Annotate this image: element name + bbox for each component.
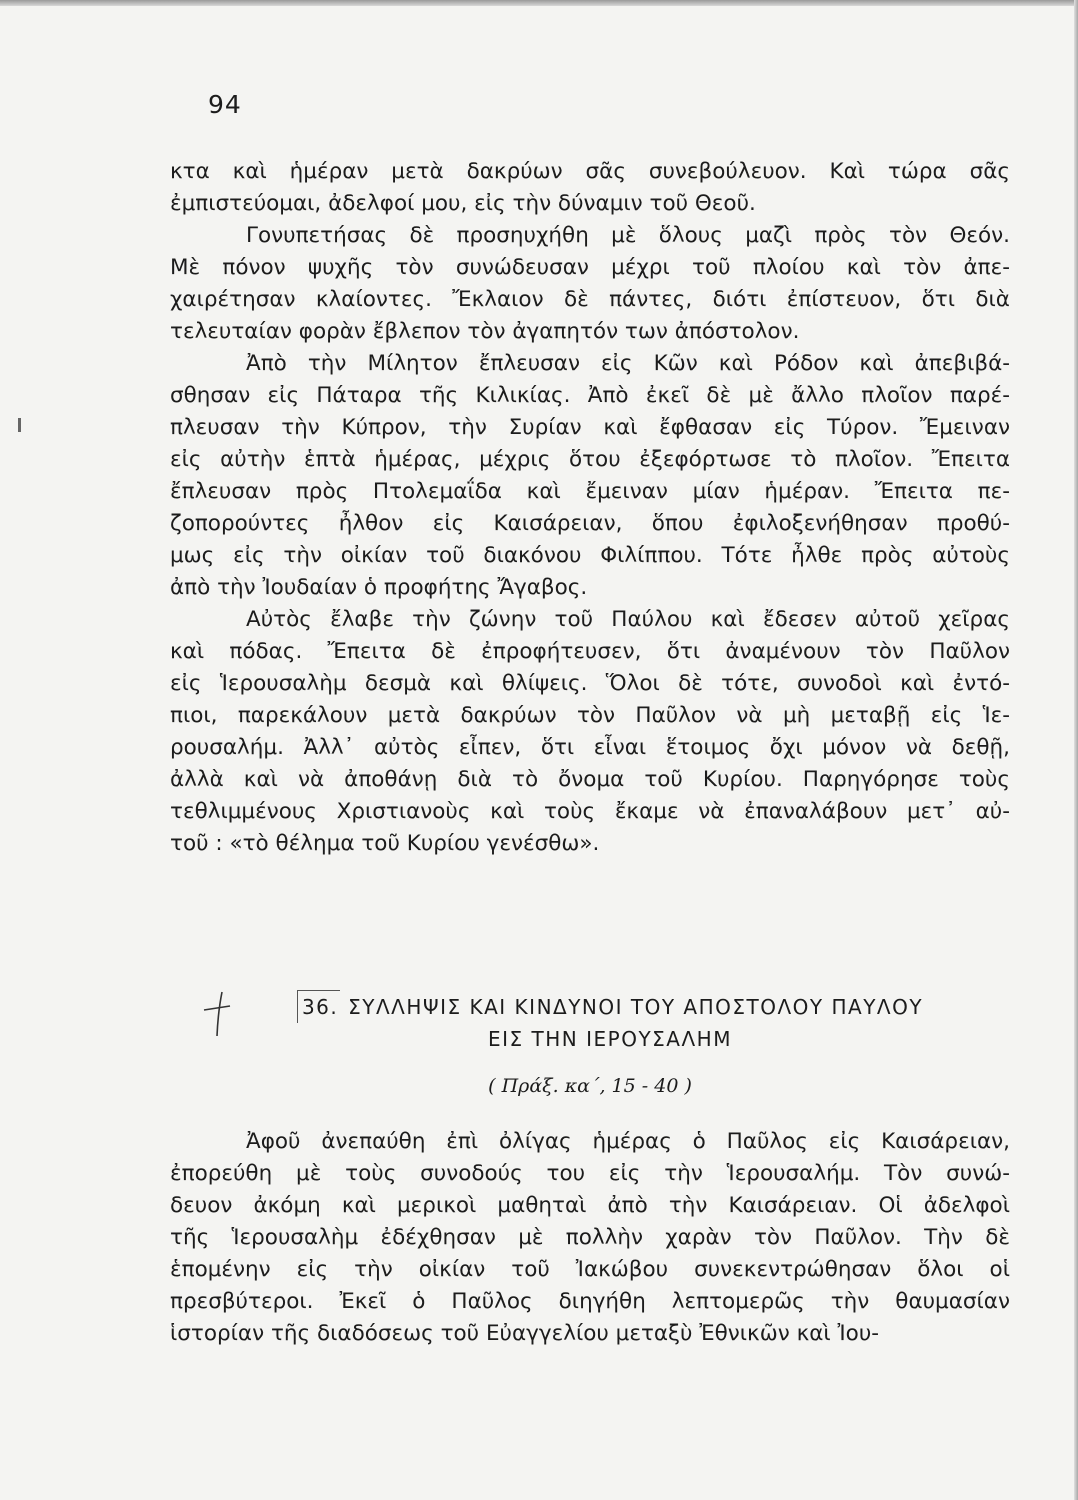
text-line: ρουσαλήμ. Ἀλλ᾽ αὐτὸς εἶπεν, ὅτι εἶναι ἕτοιμος ὄχι μόνον νὰ δεθῇ, (170, 735, 1010, 760)
text-line: σθησαν εἰς Πάταρα τῆς Κιλικίας. Ἀπὸ ἐκεῖ δὲ μὲ ἄλλο πλοῖον παρέ- (170, 383, 1010, 408)
text-line: ἐπορεύθη μὲ τοὺς συνοδούς του εἰς τὴν Ἱερουσαλήμ. Τὸν συνώ- (170, 1161, 1010, 1186)
text-line: χαιρέτησαν κλαίοντες. Ἔκλαιον δὲ πάντες, διότι ἐπίστευον, ὅτι διὰ (170, 287, 1010, 312)
text-line: τῆς Ἱερουσαλὴμ ἐδέχθησαν μὲ πολλὴν χαρὰν τὸν Παῦλον. Τὴν δὲ (170, 1225, 1010, 1250)
text-line: Αὐτὸς ἔλαβε τὴν ζώνην τοῦ Παύλου καὶ ἔδεσεν αὐτοῦ χεῖρας (246, 607, 1010, 632)
heading-title-1: ΣΥΛΛΗΨΙΣ ΚΑΙ ΚΙΝΔΥΝΟΙ ΤΟΥ ΑΠΟΣΤΟΛΟΥ ΠΑΥΛΟΥ (348, 995, 924, 1019)
body-text-top (170, 156, 1010, 860)
text-line: δευον ἀκόμη καὶ μερικοὶ μαθηταὶ ἀπὸ τὴν Καισάρειαν. Οἱ ἀδελφοὶ (170, 1193, 1010, 1218)
text-line: πλευσαν τὴν Κύπρον, τὴν Συρίαν καὶ ἔφθασαν εἰς Τύρον. Ἔμειναν (170, 415, 1010, 440)
scripture-reference: ( Πράξ. κα΄, 15 - 40 ) (488, 1075, 692, 1097)
text-line: πιοι, παρεκάλουν μετὰ δακρύων τὸν Παῦλον νὰ μὴ μεταβῇ εἰς Ἱε- (170, 703, 1010, 728)
text-line: Μὲ πόνον ψυχῆς τὸν συνώδευσαν μέχρι τοῦ πλοίου καὶ τὸν ἀπε- (170, 255, 1010, 280)
page-top-edge (0, 0, 1078, 6)
text-line: ἱστορίαν τῆς διαδόσεως τοῦ Εὐαγγελίου μεταξὺ Ἐθνικῶν καὶ Ἰου- (170, 1321, 880, 1346)
heading-title-2: ΕΙΣ ΤΗΝ ΙΕΡΟΥΣΑΛΗΜ (488, 1027, 732, 1051)
body-text-bottom (170, 1126, 1010, 1350)
text-line: ἑπομένην εἰς τὴν οἰκίαν τοῦ Ἰακώβου συνεκεντρώθησαν ὅλοι οἱ (170, 1257, 1010, 1282)
section-heading (190, 990, 1030, 1055)
text-line: εἰς Ἱερουσαλὴμ δεσμὰ καὶ θλίψεις. Ὅλοι δὲ τότε, συνοδοὶ καὶ ἐντό- (170, 671, 1010, 696)
text-line: τελευταίαν φορὰν ἔβλεπον τὸν ἀγαπητόν των ἀπόστολον. (170, 319, 800, 344)
text-line: Ἀπὸ τὴν Μίλητον ἔπλευσαν εἰς Κῶν καὶ Ρόδον καὶ ἀπεβιβά- (246, 351, 1010, 376)
section-number: 36. (297, 990, 340, 1023)
page-right-edge (1074, 0, 1078, 1500)
heading-line-1 (190, 990, 1030, 1023)
text-line: ἀπὸ τὴν Ἰουδαίαν ὁ προφήτης Ἄγαβος. (170, 575, 588, 600)
text-line: πρεσβύτεροι. Ἐκεῖ ὁ Παῦλος διηγήθη λεπτομερῶς τὴν θαυμασίαν (170, 1289, 1010, 1314)
text-line: τοῦ : «τὸ θέλημα τοῦ Κυρίου γενέσθω». (170, 831, 600, 856)
text-line: ἔπλευσαν πρὸς Πτολεμαΐδα καὶ ἔμειναν μίαν ἡμέραν. Ἔπειτα πε- (170, 479, 1010, 504)
margin-mark (18, 418, 21, 432)
text-line: ἀλλὰ καὶ νὰ ἀποθάνῃ διὰ τὸ ὄνομα τοῦ Κυρίου. Παρηγόρησε τοὺς (170, 767, 1010, 792)
text-line: κτα καὶ ἡμέραν μετὰ δακρύων σᾶς συνεβούλευον. Καὶ τώρα σᾶς (170, 159, 1010, 184)
page-number: 94 (208, 90, 242, 119)
text-line: τεθλιμμένους Χριστιανοὺς καὶ τοὺς ἔκαμε νὰ ἐπαναλάβουν μετ᾽ αὐ- (170, 799, 1010, 824)
text-line: μως εἰς τὴν οἰκίαν τοῦ διακόνου Φιλίππου. Τότε ἦλθε πρὸς αὐτοὺς (170, 543, 1010, 568)
text-line: ζοπορούντες ἦλθον εἰς Καισάρειαν, ὅπου ἐφιλοξενήθησαν προθύ- (170, 511, 1010, 536)
text-line: εἰς αὐτὴν ἑπτὰ ἡμέρας, μέχρις ὅτου ἐξεφόρτωσε τὸ πλοῖον. Ἔπειτα (170, 447, 1010, 472)
text-line: ἐμπιστεύομαι, ἀδελφοί μου, εἰς τὴν δύναμιν τοῦ Θεοῦ. (170, 191, 756, 216)
text-line: Ἀφοῦ ἀνεπαύθη ἐπὶ ὀλίγας ἡμέρας ὁ Παῦλος εἰς Καισάρειαν, (246, 1129, 1010, 1154)
text-line: Γονυπετήσας δὲ προσηυχήθη μὲ ὅλους μαζὶ πρὸς τὸν Θεόν. (246, 223, 1010, 248)
text-line: καὶ πόδας. Ἔπειτα δὲ ἐπροφήτευσεν, ὅτι ἀναμένουν τὸν Παῦλον (170, 639, 1010, 664)
